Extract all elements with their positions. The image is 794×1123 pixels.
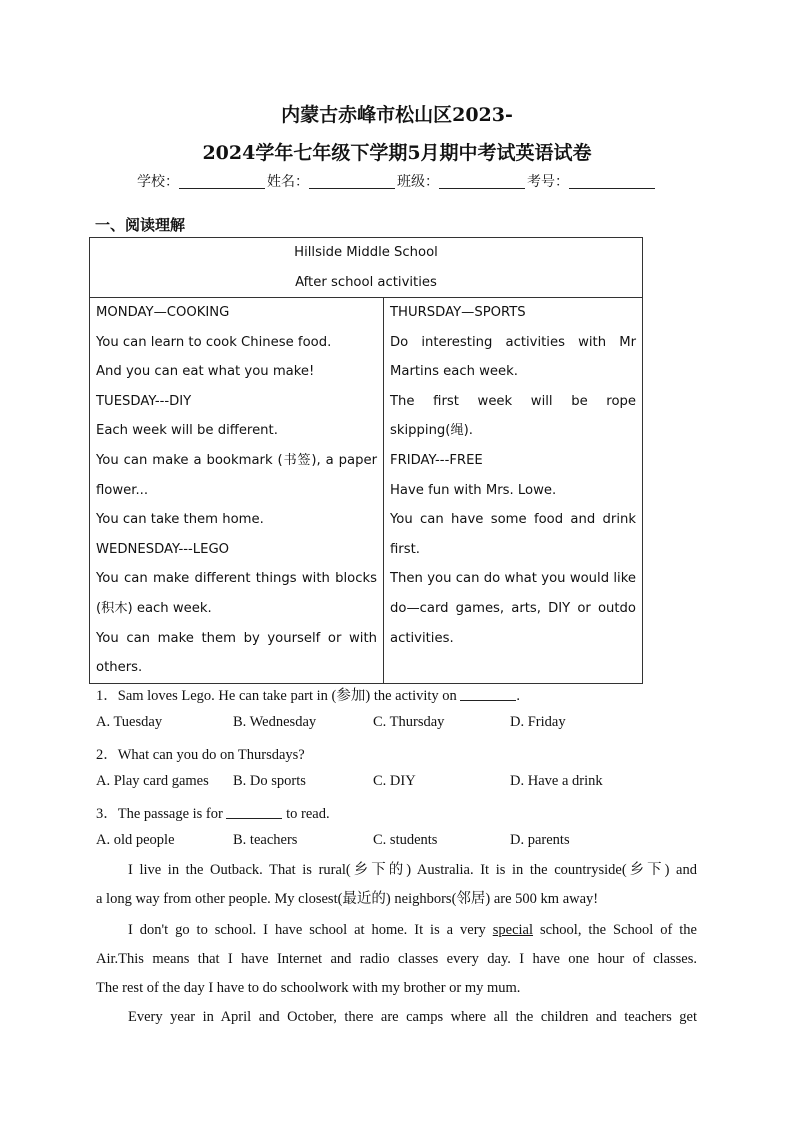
option-c[interactable]: C. students [373, 832, 438, 848]
option-a[interactable]: A. Play card games [96, 773, 209, 789]
monday-heading: MONDAY—COOKING [96, 305, 230, 320]
exam-title-line2: 2024学年七年级下学期5月期中考试英语试卷 [202, 142, 592, 164]
option-d[interactable]: D. Have a drink [510, 773, 603, 789]
notice-line: You can make them by yourself or with [96, 630, 377, 646]
class-blank[interactable] [439, 173, 525, 189]
notice-line: Then you can do what you would like [390, 571, 636, 587]
answer-blank[interactable] [460, 687, 516, 701]
exam-no-blank[interactable] [569, 173, 655, 189]
friday-heading: FRIDAY---FREE [390, 452, 483, 468]
notice-subtitle: After school activities [295, 274, 437, 290]
exam-no-label: 考号： [527, 174, 569, 190]
notice-school-name: Hillside Middle School [294, 245, 438, 260]
notice-line: Each week will be different. [96, 423, 278, 439]
notice-line: flower... [96, 482, 149, 498]
question-3-stem [96, 802, 330, 823]
question-1-text: 1．Sam loves Lego. He can take part in (参加) the activity on [96, 688, 461, 704]
option-c[interactable]: C. Thursday [373, 714, 445, 730]
option-a[interactable]: A. Tuesday [96, 714, 163, 730]
passage-line: Every year in April and October, there are camps where all the children and teachers get [128, 1009, 697, 1025]
thursday-heading: THURSDAY—SPORTS [390, 305, 526, 320]
notice-line: You can take them home. [96, 512, 264, 528]
notice-line: The first week will be rope [390, 393, 636, 409]
question-2-text: 2．What can you do on Thursdays? [96, 747, 305, 763]
option-d[interactable]: D. Friday [510, 714, 566, 730]
notice-left-column [90, 298, 384, 684]
option-b[interactable]: B. Wednesday [233, 714, 317, 730]
answer-blank[interactable] [226, 805, 282, 819]
notice-line: You can make different things with blocks [96, 571, 377, 587]
notice-header [90, 238, 643, 298]
question-2-stem [96, 743, 305, 764]
notice-line: Have fun with Mrs. Lowe. [390, 482, 557, 498]
question-3-end: to read. [282, 806, 330, 822]
passage-line [96, 916, 697, 945]
notice-line: Do interesting activities with Mr [390, 334, 636, 350]
notice-line: do—card games, arts, DIY or outdo [390, 600, 636, 616]
underlined-word: special [492, 922, 534, 938]
option-b[interactable]: B. Do sports [233, 773, 306, 789]
question-3-options [96, 832, 570, 849]
student-info-fields [0, 171, 794, 191]
school-blank[interactable] [179, 173, 265, 189]
activities-notice-table [89, 237, 643, 684]
passage-line: The rest of the day I have to do schoolwork with my brother or my mum. [96, 980, 521, 996]
passage-2 [96, 856, 697, 1032]
notice-line: And you can eat what you make! [96, 364, 315, 380]
option-d[interactable]: D. parents [510, 832, 570, 848]
notice-line: first. [390, 541, 420, 557]
notice-line: You can learn to cook Chinese food. [96, 334, 332, 350]
exam-title-line1: 内蒙古赤峰市松山区2023- [281, 104, 513, 126]
option-b[interactable]: B. teachers [233, 832, 298, 848]
wednesday-heading: WEDNESDAY---LEGO [96, 541, 230, 557]
class-label: 班级： [397, 174, 439, 190]
notice-line: You can have some food and drink [390, 512, 636, 528]
question-2-options [96, 773, 603, 790]
passage-text: school, the School of the [533, 922, 697, 938]
passage-line: Air.This means that I have Internet and radio classes every day. I have one hour of classes. [96, 951, 697, 967]
section-heading-reading: 一、阅读理解 [95, 216, 186, 234]
option-c[interactable]: C. DIY [373, 773, 416, 789]
question-1-options [96, 714, 566, 731]
option-a[interactable]: A. old people [96, 832, 175, 848]
name-blank[interactable] [309, 173, 395, 189]
notice-line: (积木) each week. [96, 600, 212, 616]
name-label: 姓名： [267, 174, 309, 190]
notice-line: skipping(绳). [390, 423, 473, 439]
school-label: 学校： [137, 174, 179, 190]
notice-line: others. [96, 660, 143, 676]
passage-line: I live in the Outback. That is rural(乡下的) Australia. It is in the countryside(乡下) and [128, 862, 697, 878]
question-1-stem [96, 684, 520, 705]
tuesday-heading: TUESDAY---DIY [96, 393, 192, 409]
notice-line: activities. [390, 630, 454, 646]
question-1-end: . [516, 688, 521, 704]
question-3-text: 3．The passage is for [96, 806, 227, 822]
notice-line: You can make a bookmark (书签), a paper [96, 452, 377, 468]
notice-right-column [384, 298, 643, 684]
notice-line: Martins each week. [390, 364, 518, 380]
passage-line: a long way from other people. My closest(最近的) neighbors(邻居) are 500 km away! [96, 891, 599, 907]
passage-text: I don't go to school. I have school at home. It is a very [128, 922, 493, 938]
